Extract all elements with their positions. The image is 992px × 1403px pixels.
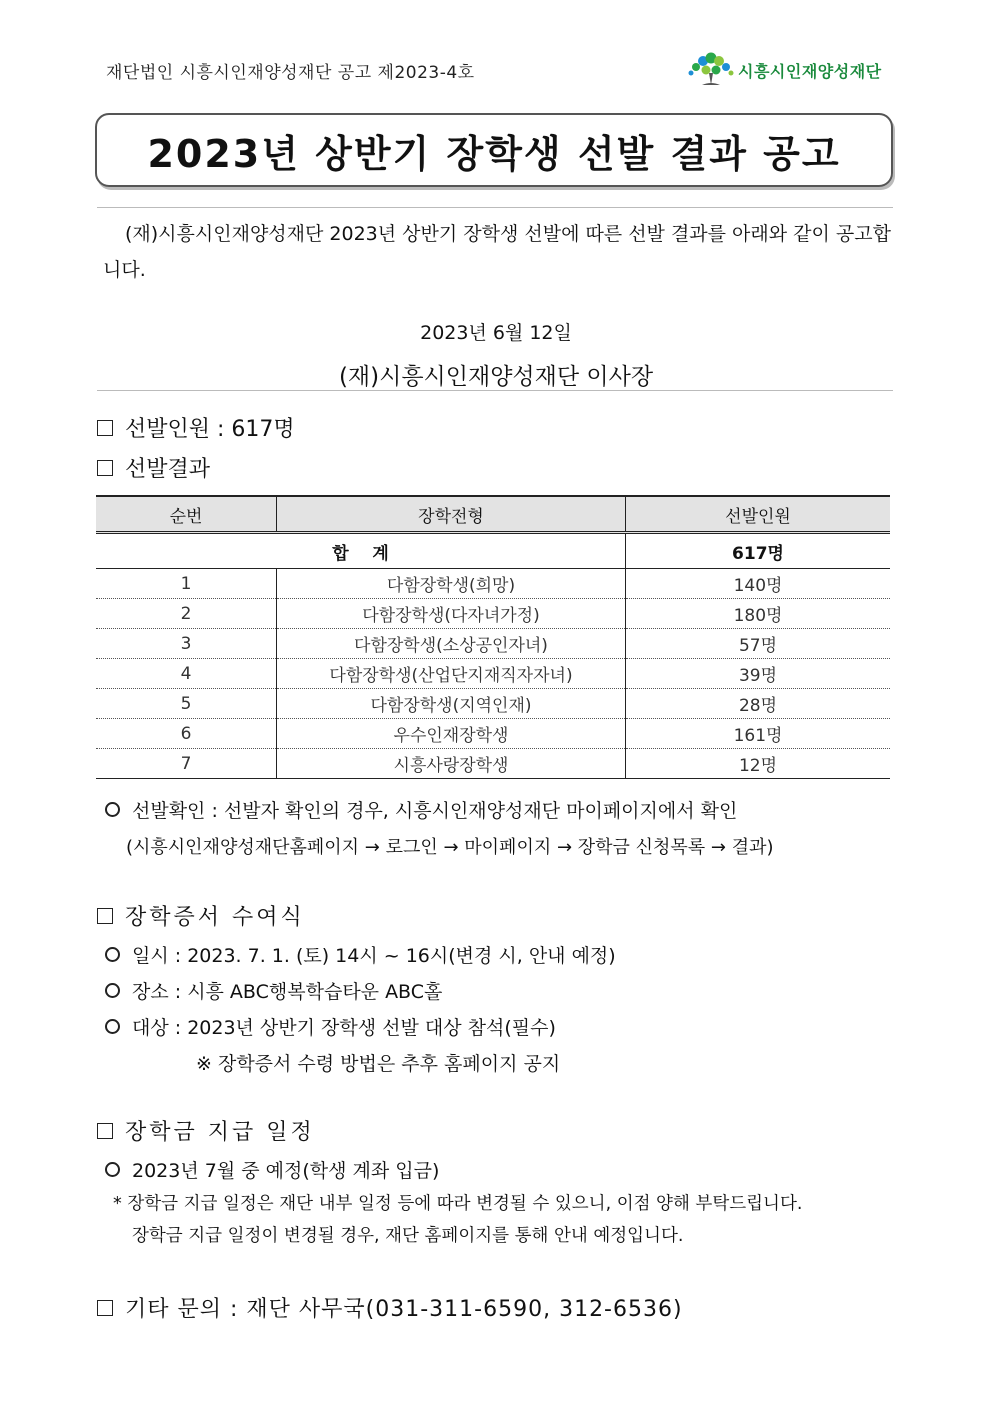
- checkbox-square-icon: [97, 460, 113, 476]
- row-count: 39명: [626, 659, 891, 689]
- table-row: [96, 569, 890, 599]
- col-header-type: 장학전형: [277, 496, 626, 533]
- page-title: 2023년 상반기 장학생 선발 결과 공고: [95, 113, 893, 187]
- row-count: 12명: [626, 749, 891, 779]
- circle-bullet-icon: [105, 1019, 120, 1034]
- section-payment: [97, 1115, 315, 1146]
- confirm-text: 선발확인 : 선발자 확인의 경우, 시흥시인재양성재단 마이페이지에서 확인: [132, 800, 738, 822]
- section-selection-result-text: 선발결과: [125, 457, 211, 482]
- divider: [97, 207, 893, 208]
- row-no: 2: [96, 599, 277, 629]
- notice-number: 재단법인 시흥시인재양성재단 공고 제2023-4호: [106, 63, 475, 83]
- foundation-logo: [688, 50, 898, 90]
- table-row: [96, 719, 890, 749]
- row-type: 다함장학생(다자녀가정): [277, 599, 626, 629]
- section-ceremony-heading: 장학증서 수여식: [125, 905, 305, 930]
- section-contact: [97, 1292, 683, 1323]
- table-header-row: [96, 496, 890, 533]
- confirm-path: (시흥시인재양성재단홈페이지 → 로그인 → 마이페이지 → 장학금 신청목록 → 결과): [126, 837, 774, 858]
- section-payment-heading: 장학금 지급 일정: [125, 1120, 315, 1145]
- row-count: 28명: [626, 689, 891, 719]
- tree-logo-icon: [688, 51, 734, 89]
- ceremony-place-text: 장소 : 시흥 ABC행복학습타운 ABC홀: [132, 981, 443, 1003]
- row-no: 3: [96, 629, 277, 659]
- row-type: 다함장학생(산업단지재직자자녀): [277, 659, 626, 689]
- ceremony-place: [105, 977, 442, 1004]
- circle-bullet-icon: [105, 947, 120, 962]
- divider: [97, 390, 893, 391]
- intro-text: (재)시흥시인재양성재단 2023년 상반기 장학생 선발에 따른 선발 결과를 아래와 같이 공고합니다.: [103, 223, 891, 281]
- row-no: 6: [96, 719, 277, 749]
- table-row: [96, 629, 890, 659]
- col-header-count: 선발인원: [626, 496, 891, 533]
- section-selection-result: [97, 452, 210, 483]
- ceremony-note: ※ 장학증서 수령 방법은 추후 홈페이지 공지: [196, 1053, 561, 1075]
- total-label: 합 계: [96, 533, 626, 569]
- checkbox-square-icon: [97, 1123, 113, 1139]
- row-no: 1: [96, 569, 277, 599]
- payment-schedule-text: 2023년 7월 중 예정(학생 계좌 입금): [132, 1160, 440, 1182]
- notice-date: 2023년 6월 12일: [420, 322, 572, 344]
- table-row: [96, 749, 890, 779]
- checkbox-square-icon: [97, 1300, 113, 1316]
- circle-bullet-icon: [105, 983, 120, 998]
- ceremony-target: [105, 1013, 556, 1040]
- row-no: 7: [96, 749, 277, 779]
- result-table: [96, 495, 890, 779]
- section-selection-count: [97, 412, 295, 443]
- row-type: 다함장학생(희망): [277, 569, 626, 599]
- checkbox-square-icon: [97, 908, 113, 924]
- row-count: 57명: [626, 629, 891, 659]
- table-row: [96, 659, 890, 689]
- ceremony-time-text: 일시 : 2023. 7. 1. (토) 14시 ~ 16시(변경 시, 안내 예정): [132, 945, 616, 967]
- circle-bullet-icon: [105, 802, 120, 817]
- confirm-line: [105, 796, 737, 823]
- col-header-no: 순번: [96, 496, 277, 533]
- table-total-row: [96, 533, 890, 569]
- ceremony-target-text: 대상 : 2023년 상반기 장학생 선발 대상 참석(필수): [132, 1017, 556, 1039]
- logo-text: 시흥시인재양성재단: [738, 61, 882, 81]
- row-type: 시흥사랑장학생: [277, 749, 626, 779]
- payment-note-2: 장학금 지급 일정이 변경될 경우, 재단 홈페이지를 통해 안내 예정입니다.: [132, 1226, 684, 1246]
- payment-schedule: [105, 1156, 439, 1183]
- ceremony-time: [105, 941, 616, 968]
- contact-text: 기타 문의 : 재단 사무국(031-311-6590, 312-6536): [125, 1297, 683, 1322]
- payment-note-1: * 장학금 지급 일정은 재단 내부 일정 등에 따라 변경될 수 있으니, 이점 양해 부탁드립니다.: [113, 1194, 803, 1214]
- row-no: 5: [96, 689, 277, 719]
- row-type: 다함장학생(지역인재): [277, 689, 626, 719]
- circle-bullet-icon: [105, 1162, 120, 1177]
- row-no: 4: [96, 659, 277, 689]
- section-selection-count-text: 선발인원 : 617명: [125, 417, 295, 442]
- row-count: 140명: [626, 569, 891, 599]
- row-count: 180명: [626, 599, 891, 629]
- table-row: [96, 689, 890, 719]
- signer: (재)시흥시인재양성재단 이사장: [338, 364, 654, 390]
- row-type: 우수인재장학생: [277, 719, 626, 749]
- row-type: 다함장학생(소상공인자녀): [277, 629, 626, 659]
- row-count: 161명: [626, 719, 891, 749]
- section-ceremony: [97, 900, 305, 931]
- checkbox-square-icon: [97, 420, 113, 436]
- table-row: [96, 599, 890, 629]
- total-value: 617명: [626, 533, 891, 569]
